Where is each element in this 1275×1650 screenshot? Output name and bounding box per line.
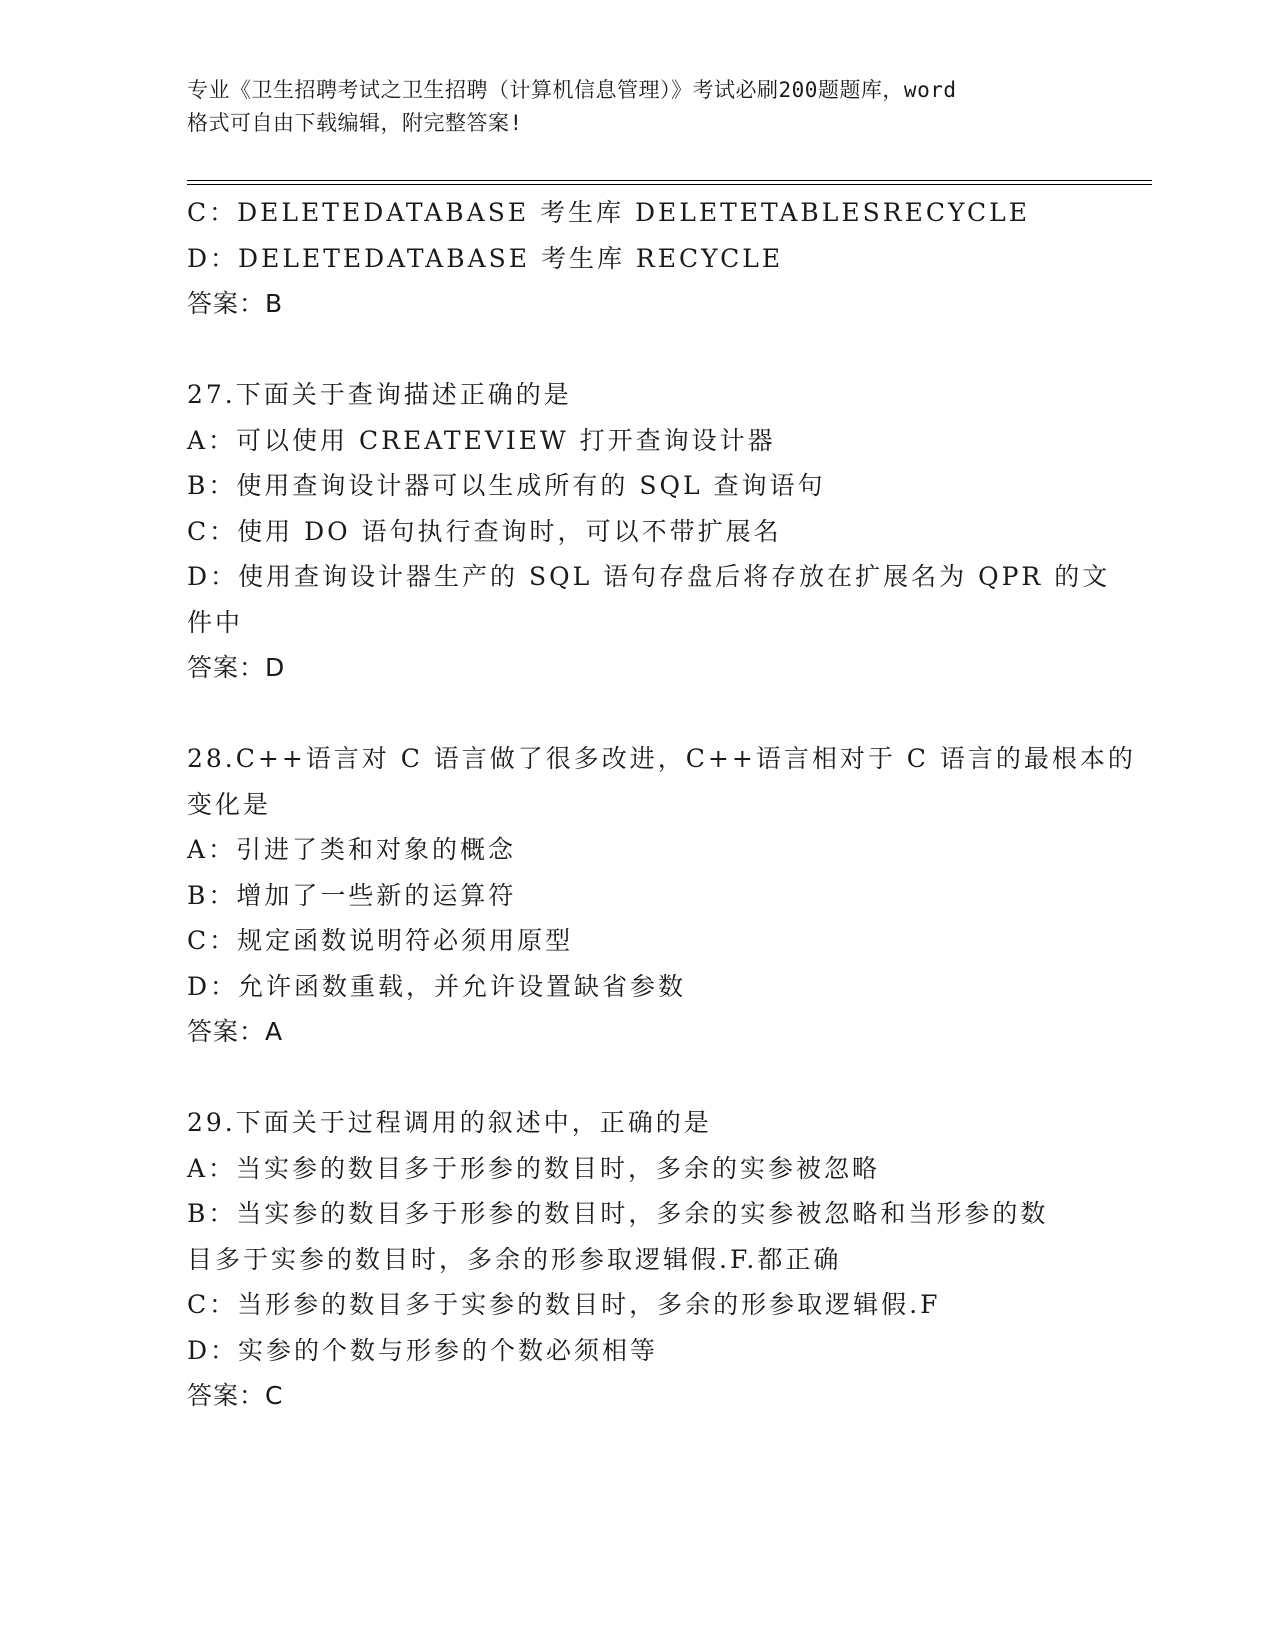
option-b: B：使用查询设计器可以生成所有的 SQL 查询语句	[187, 471, 826, 500]
question-29	[187, 1100, 1087, 1419]
option-a: A：引进了类和对象的概念	[187, 835, 517, 864]
option-c: C：规定函数说明符必须用原型	[187, 926, 574, 955]
header-divider-top	[187, 180, 1152, 181]
option-d: D：实参的个数与形参的个数必须相等	[187, 1335, 659, 1365]
question-27	[187, 372, 1111, 691]
question-text-continued: 变化是	[187, 789, 272, 819]
option-c: C：使用 DO 语句执行查询时，可以不带扩展名	[187, 516, 782, 546]
option-d: D：使用查询设计器生产的 SQL 语句存盘后将存放在扩展名为 QPR 的文	[187, 562, 1111, 591]
question-text: 27.下面关于查询描述正确的是	[187, 380, 572, 409]
answer: 答案：A	[187, 1017, 284, 1046]
header-line-1: 专业《卫生招聘考试之卫生招聘（计算机信息管理）》考试必刷200题题库，word	[187, 78, 957, 102]
option-b: B：增加了一些新的运算符	[187, 880, 517, 910]
option-b: B：当实参的数目多于形参的数目时，多余的实参被忽略和当形参的数	[187, 1199, 1049, 1228]
option-c: C：DELETEDATABASE 考生库 DELETETABLESRECYCLE	[187, 198, 1031, 227]
question-content	[187, 190, 1136, 1419]
answer: 答案：C	[187, 1381, 284, 1410]
question-28	[187, 736, 1136, 1055]
option-a: A：可以使用 CREATEVIEW 打开查询设计器	[187, 425, 776, 455]
option-d: D：允许函数重载，并允许设置缺省参数	[187, 971, 687, 1001]
question-text: 29.下面关于过程调用的叙述中，正确的是	[187, 1108, 712, 1137]
header-line-2: 格式可自由下载编辑，附完整答案!	[187, 111, 523, 135]
answer: 答案：B	[187, 289, 284, 318]
question-text: 28.C++语言对 C 语言做了很多改进，C++语言相对于 C 语言的最根本的	[187, 744, 1136, 773]
option-c: C：当形参的数目多于实参的数目时，多余的形参取逻辑假.F	[187, 1290, 941, 1319]
header-divider-bottom	[187, 184, 1152, 185]
option-d: D：DELETEDATABASE 考生库 RECYCLE	[187, 243, 784, 273]
option-a: A：当实参的数目多于形参的数目时，多余的实参被忽略	[187, 1153, 881, 1183]
answer: 答案：D	[187, 653, 286, 682]
document-header	[187, 74, 1087, 140]
option-d-continued: 件中	[187, 607, 244, 637]
option-b-continued: 目多于实参的数目时，多余的形参取逻辑假.F.都正确	[187, 1244, 842, 1274]
